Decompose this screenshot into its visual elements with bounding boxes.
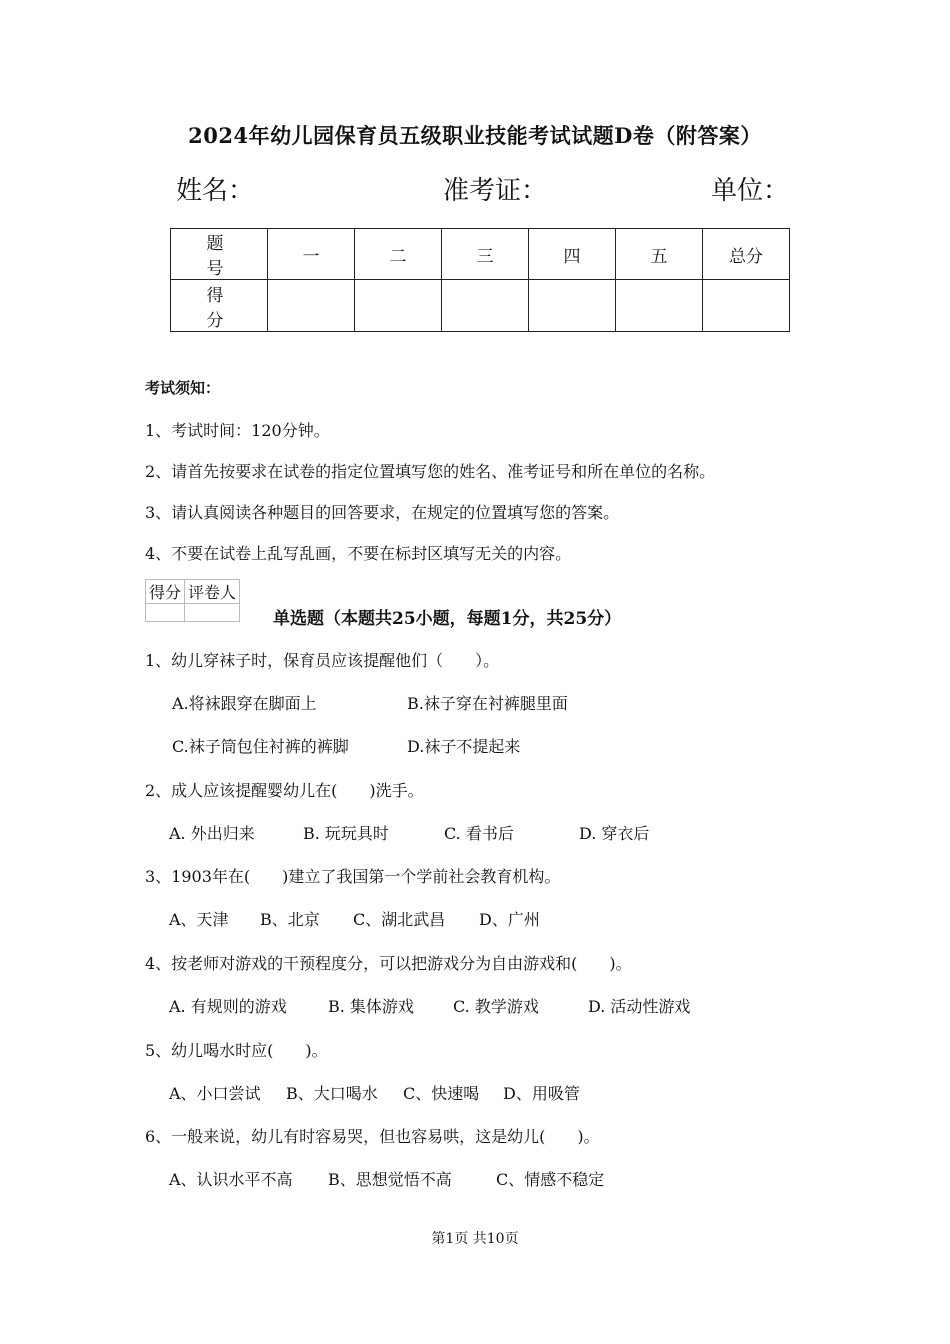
- notice-item: 3、请认真阅读各种题目的回答要求，在规定的位置填写您的答案。: [145, 503, 620, 522]
- answer-option: B. 玩玩具时: [303, 824, 389, 843]
- score-cell[interactable]: [616, 280, 703, 332]
- grader-reviewer-label: 评卷人: [185, 580, 240, 604]
- question-stem: 3、1903年在( )建立了我国第一个学前社会教育机构。: [145, 867, 561, 886]
- answer-option: C.袜子筒包住衬裤的裤脚: [172, 737, 349, 756]
- score-table-header-row: [171, 229, 790, 280]
- grader-score-cell[interactable]: [146, 604, 185, 622]
- answer-option: D. 活动性游戏: [588, 997, 691, 1016]
- score-table-header-cell: 题 号: [171, 229, 268, 280]
- score-table-score-row: [171, 280, 790, 332]
- answer-option: B. 集体游戏: [328, 997, 414, 1016]
- question-stem: 1、幼儿穿袜子时，保育员应该提醒他们（ ）。: [145, 651, 500, 670]
- answer-option: B、北京: [260, 910, 320, 929]
- answer-option: D. 穿衣后: [579, 824, 650, 843]
- score-table-header-cell: 四: [529, 229, 616, 280]
- answer-option: C、快速喝: [403, 1084, 480, 1103]
- answer-option: A. 外出归来: [169, 824, 255, 843]
- answer-option: B、大口喝水: [286, 1084, 378, 1103]
- answer-option: B、思想觉悟不高: [328, 1170, 452, 1189]
- answer-option: A.将袜跟穿在脚面上: [172, 694, 317, 713]
- score-table-header-cell: 总分: [703, 229, 790, 280]
- answer-option: C. 教学游戏: [453, 997, 539, 1016]
- grader-reviewer-cell[interactable]: [185, 604, 240, 622]
- score-table: [170, 228, 790, 332]
- score-cell[interactable]: [355, 280, 442, 332]
- answer-option: A、天津: [169, 910, 229, 929]
- answer-option: C、湖北武昌: [353, 910, 446, 929]
- name-field-label: 姓名：: [176, 176, 255, 206]
- question-stem: 4、按老师对游戏的干预程度分，可以把游戏分为自由游戏和( )。: [145, 954, 632, 973]
- answer-option: C. 看书后: [444, 824, 514, 843]
- notice-title: 考试须知：: [145, 379, 221, 397]
- score-table-header-cell: 五: [616, 229, 703, 280]
- score-table-header-cell: 三: [442, 229, 529, 280]
- grader-box: [145, 579, 240, 622]
- question-stem: 5、幼儿喝水时应( )。: [145, 1041, 328, 1060]
- answer-option: A、小口尝试: [169, 1084, 261, 1103]
- answer-option: B.袜子穿在衬裤腿里面: [407, 694, 568, 713]
- score-table-header-cell: 一: [268, 229, 355, 280]
- answer-option: A. 有规则的游戏: [169, 997, 287, 1016]
- section-title: 单选题（本题共25小题，每题1分，共25分）: [273, 609, 622, 629]
- page-footer: 第1页 共10页: [431, 1231, 519, 1247]
- exam-id-field-label: 准考证：: [443, 176, 548, 206]
- question-stem: 2、成人应该提醒婴幼儿在( )洗手。: [145, 781, 424, 800]
- notice-item: 4、不要在试卷上乱写乱画，不要在标封区填写无关的内容。: [145, 544, 572, 563]
- document-title: 2024年幼儿园保育员五级职业技能考试试题D卷（附答案）: [188, 123, 762, 148]
- question-stem: 6、一般来说，幼儿有时容易哭，但也容易哄，这是幼儿( )。: [145, 1127, 600, 1146]
- notice-item: 1、考试时间：120分钟。: [145, 421, 330, 440]
- score-cell[interactable]: [529, 280, 616, 332]
- answer-option: A、认识水平不高: [169, 1170, 293, 1189]
- answer-option: D、广州: [479, 910, 540, 929]
- score-cell[interactable]: [442, 280, 529, 332]
- answer-option: C、情感不稳定: [496, 1170, 605, 1189]
- notice-item: 2、请首先按要求在试卷的指定位置填写您的姓名、准考证号和所在单位的名称。: [145, 462, 716, 481]
- score-cell[interactable]: [268, 280, 355, 332]
- answer-option: D、用吸管: [503, 1084, 580, 1103]
- answer-option: D.袜子不提起来: [407, 737, 521, 756]
- score-table-header-cell: 二: [355, 229, 442, 280]
- score-cell[interactable]: [703, 280, 790, 332]
- grader-score-label: 得分: [146, 580, 185, 604]
- score-row-label: 得 分: [171, 280, 268, 332]
- unit-field-label: 单位：: [711, 176, 790, 206]
